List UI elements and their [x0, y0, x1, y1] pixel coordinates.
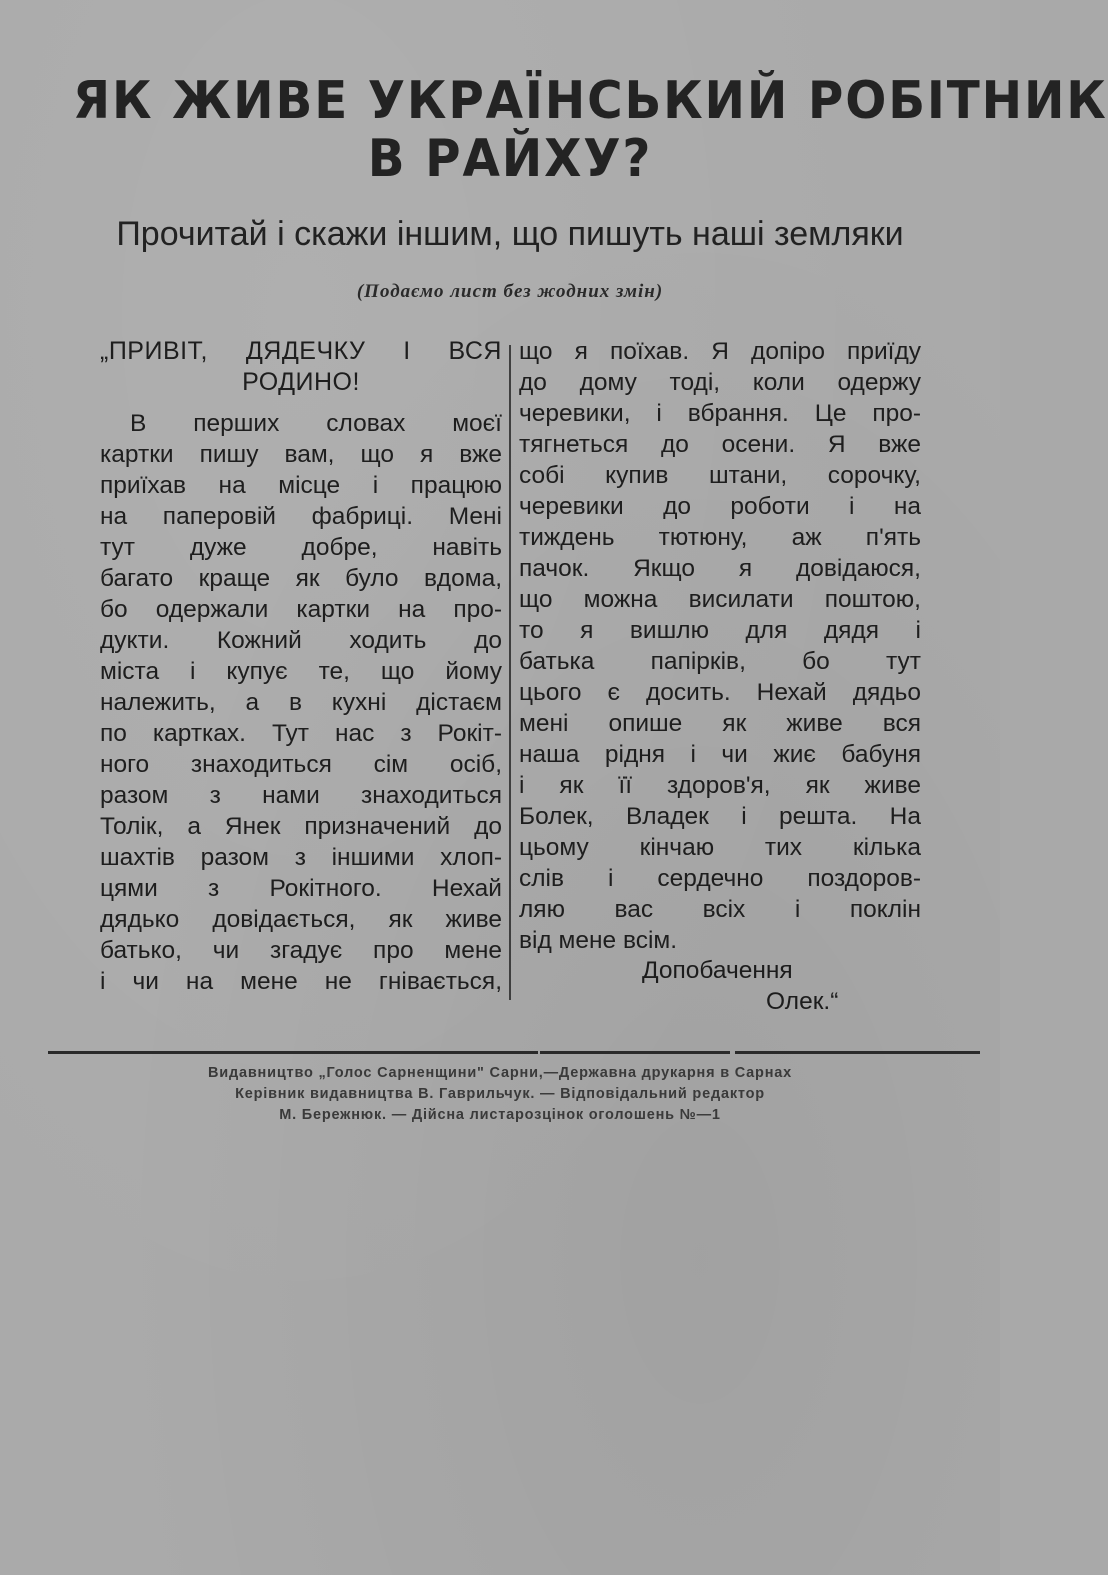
headline-line-1: ЯК ЖИВЕ УКРАЇНСЬКИЙ РОБІТНИК: [72, 71, 1108, 131]
letter-line: Болек, Владек і решта. На: [519, 803, 921, 830]
letter-right-column: [519, 336, 921, 956]
letter-line: черевики до роботи і на: [519, 493, 921, 520]
letter-line: і чи на мене не гнівається,: [100, 968, 502, 995]
publisher-imprint: [60, 1063, 940, 1126]
letter-line: до дому тоді, коли одержу: [519, 369, 921, 396]
letter-line: наша рідня і чи жиє бабуня: [519, 741, 921, 768]
letter-line: цього є досить. Нехай дядьо: [519, 679, 921, 706]
letter-left-body: [100, 408, 502, 997]
letter-line: багато краще як було вдома,: [100, 565, 502, 592]
letter-line: ного знаходиться сім осіб,: [100, 751, 502, 778]
letter-line: черевики, і вбрання. Це про-: [519, 400, 921, 427]
column-divider: [509, 345, 511, 1000]
greeting-line: „ПРИВІТ, ДЯДЕЧКУ І ВСЯ: [100, 337, 502, 365]
letter-line: мені опише як живе вся: [519, 710, 921, 737]
letter-signoff: [519, 955, 921, 1017]
letter-line: слів і сердечно поздоров-: [519, 865, 921, 892]
letter-line: тягнеться до осени. Я вже: [519, 431, 921, 458]
letter-line: від мене всім.: [519, 927, 678, 954]
letter-line: Толік, а Янек призначений до: [100, 813, 502, 840]
letter-line: В перших словах моєї: [130, 410, 502, 437]
letter-line: пачок. Якщо я довідаюся,: [519, 555, 921, 582]
letter-line: і як її здоров'я, як живе: [519, 772, 921, 799]
imprint-line: Видавництво „Голос Сарненщини" Сарни,—Державна друкарня в Сарнах: [207, 1065, 792, 1081]
letter-line: разом з нами знаходиться: [100, 782, 502, 809]
letter-line: дядько довідається, як живе: [100, 906, 502, 933]
letter-line: цьому кінчаю тих кілька: [519, 834, 921, 861]
imprint-line: М. Бережнюк. — Дійсна листарозцінок оголошень №—1: [279, 1107, 721, 1123]
greeting-line: РОДИНО!: [242, 368, 360, 396]
letter-line: належить, а в кухні дістаєм: [100, 689, 502, 716]
letter-line: приїхав на місце і працюю: [100, 472, 502, 499]
letter-line: батько, чи згадує про мене: [100, 937, 502, 964]
letter-line: дукти. Кожний ходить до: [100, 627, 502, 654]
editorial-note: (Подаємо лист без жодних змін): [356, 281, 664, 302]
letter-line: що я поїхав. Я допіро приїду: [519, 338, 921, 365]
letter-line: картки пишу вам, що я вже: [100, 441, 502, 468]
imprint-line: Керівник видавництва В. Гаврильчук. — Відповідальний редактор: [235, 1086, 765, 1102]
letter-line: батька папірків, бо тут: [519, 648, 921, 675]
letter-line: міста і купує те, що йому: [100, 658, 502, 685]
letter-line: шахтів разом з іншими хлоп-: [100, 844, 502, 871]
letter-left-column: [100, 336, 502, 997]
footer-rule-middle: [540, 1051, 730, 1054]
subtitle: Прочитай і скажи іншим, що пишуть наші земляки: [116, 215, 904, 253]
letter-line: тут дуже добре, навіть: [100, 534, 502, 561]
footer-rule-right: [735, 1051, 980, 1054]
letter-right-body: [519, 336, 921, 956]
headline: [72, 71, 1108, 189]
letter-closing: Допобачення: [642, 957, 793, 984]
letter-signature: Олек.“: [766, 988, 839, 1015]
letter-line: тиждень тютюну, аж п'ять: [519, 524, 921, 551]
letter-line: то я вишлю для дядя і: [519, 617, 921, 644]
letter-line: цями з Рокітного. Нехай: [100, 875, 502, 902]
letter-line: собі купив штани, сорочку,: [519, 462, 921, 489]
greeting-spacer: [100, 398, 502, 408]
letter-line: ляю вас всіх і поклін: [519, 896, 921, 923]
letter-line: що можна висилати поштою,: [519, 586, 921, 613]
letter-line: бо одержали картки на про-: [100, 596, 502, 623]
footer-rule-left: [48, 1051, 538, 1054]
headline-line-2: В РАЙХУ?: [367, 129, 653, 189]
letter-line: по картках. Тут нас з Рокіт-: [100, 720, 502, 747]
letter-greeting: [100, 336, 502, 398]
letter-line: на паперовій фабриці. Мені: [100, 503, 502, 530]
